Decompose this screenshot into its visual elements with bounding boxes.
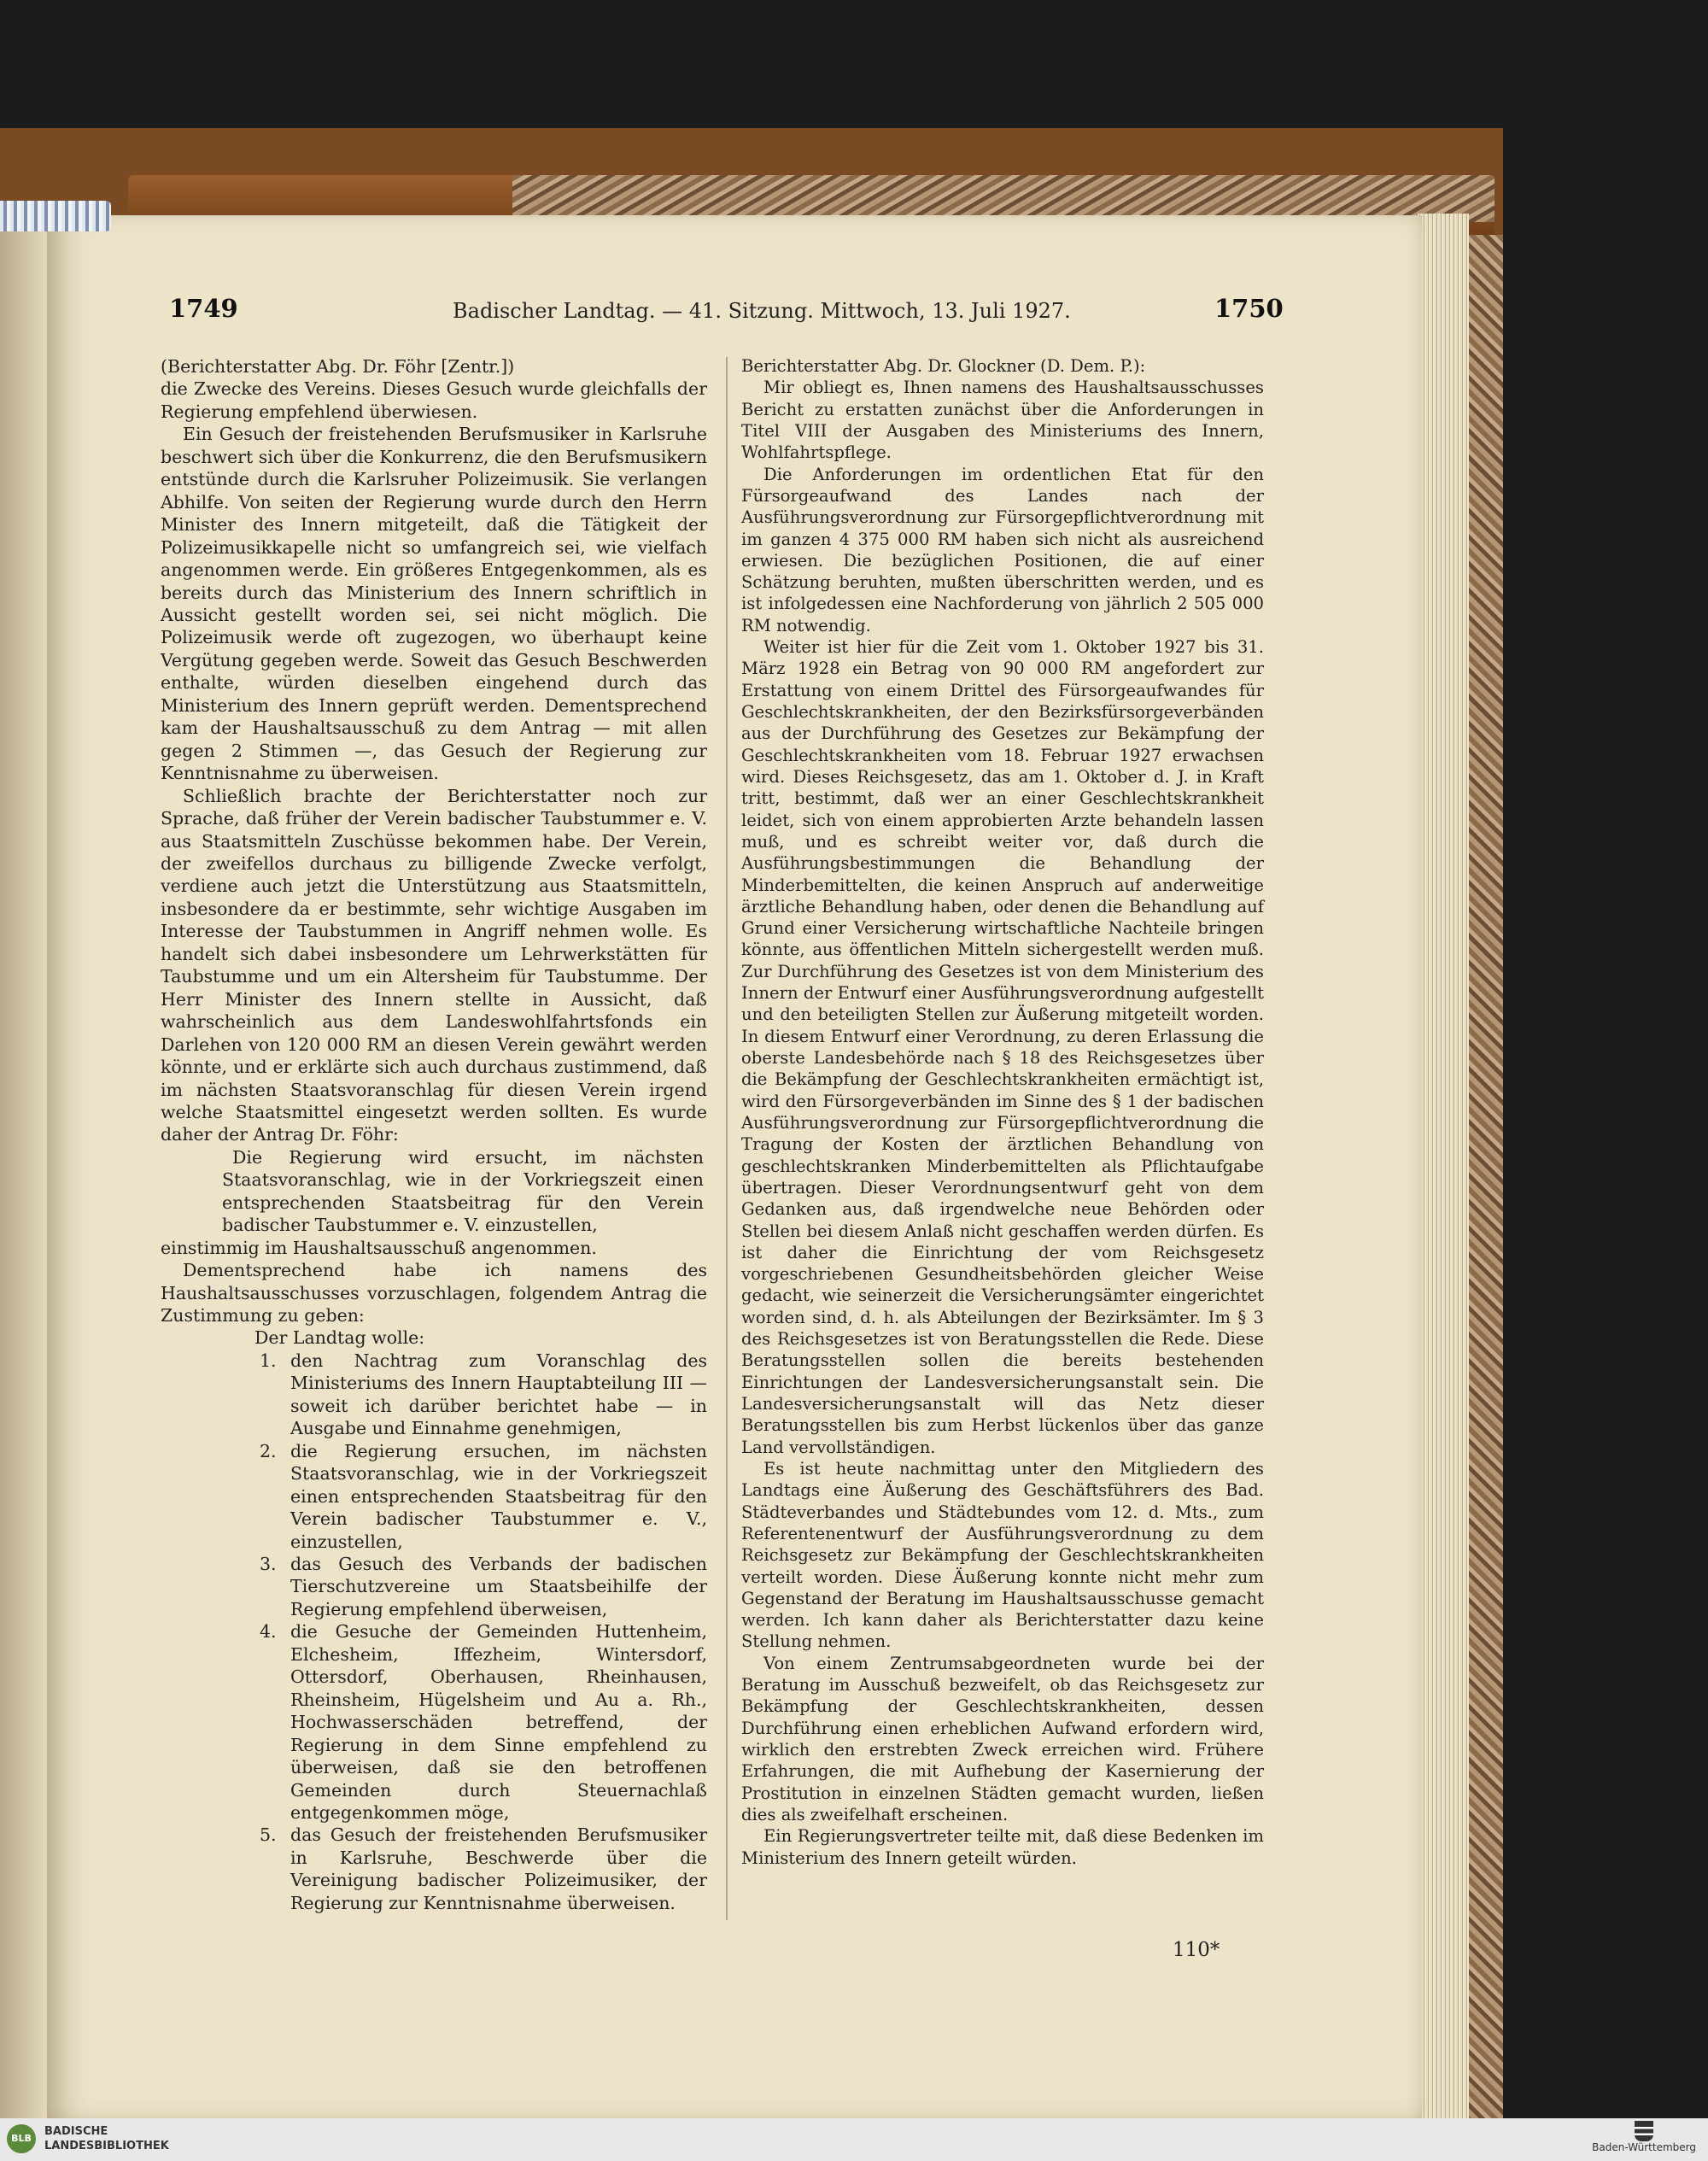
paragraph [260,1824,707,1914]
paragraph-text: das Gesuch der freistehenden Berufsmusiker in Karlsruhe, Beschwerde über die Vereinigung badischer Polizeimusiker, der Regierung zur Kenntnisnahme überweisen. [290,1824,707,1913]
paragraph [260,1553,707,1620]
paragraph-text: Schließlich brachte der Berichterstatter noch zur Sprache, daß früher der Verein badischer Taubstummer e. V. aus Staatsmitteln Zuschüsse bekommen habe. Der Verein, der zweifellos durchaus zu billigende Zwecke verfolgt, verdiene auch jetzt die Unterstützung aus Staatsmitteln, insbesondere da er bestimmte, sehr wichtige Ausgaben im Interesse der Taubstummen in Angriff nehmen wolle. Es handelt sich dabei insbesondere um Lehrwerkstätten für Taubstumme und um ein Altersheim für Taubstumme. Der Herr Minister des Innern stellte in Aussicht, daß wahrscheinlich aus dem Landeswohlfahrtsfonds ein Darlehen von 120 000 RM an diesen Verein gewährt werden könnte, und er erklärte sich auch durchaus zustimmend, daß im nächsten Staatsvoranschlag für diesen Verein irgend welche Staatsmittel eingesetzt werden sollten. Es wurde daher der Antrag Dr. Föhr: [161,785,707,1145]
state-crest-icon [1635,2121,1653,2141]
paragraph-text: Weiter ist hier für die Zeit vom 1. Oktober 1927 bis 31. März 1928 ein Betrag von 90 000 RM angefordert zur Erstattung von einem Drittel des Fürsorgeaufwandes für Geschlechtskrankheiten, der den Bezirksfürsorgeverbänden aus der Durchführung des Gesetzes zur Bekämpfung der Geschlechtskrankheiten vom 18. Februar 1927 erwachsen wird. Dieses Reichsgesetz, das am 1. Oktober d. J. in Kraft tritt, bestimmt, daß wer an einer Geschlechtskrankheit leidet, sich von einem approbierten Arzte behandeln lassen muß, und es schreibt weiter vor, daß durch die Ausführungsbestimmungen die Behandlung der Minderbemittelten, die keinen Anspruch auf anderweitige ärztliche Behandlung haben, oder denen die Behandlung auf Grund einer Versicherung wirtschaftliche Nachteile bringen könnte, aus öffentlichen Mitteln sichergestellt werden muß. Zur Durchführung des Gesetzes ist von dem Ministerium des Innern der Entwurf einer Ausführungsverordnung aufgestellt und den beteiligten Stellen zur Äußerung mitgeteilt worden. In diesem Entwurf einer Verordnung, zu deren Erlassung die oberste Landesbehörde nach § 18 des Reichsgesetzes über die Bekämpfung der Geschlechtskrankheiten ermächtigt ist, wird den Fürsorgeverbänden im Sinne des § 1 der badischen Ausführungsverordnung zur Fürsorgepflichtverordnung die Tragung der Kosten der ärztlichen Behandlung von geschlechtskranken Minderbemittelten als Pflichtaufgabe übertragen. Dieser Verordnungsentwurf geht von dem Gedanken aus, daß irgendwelche neue Behörden oder Stellen bei diesem Anlaß nicht geschaffen werden dürfen. Es ist daher die Einrichtung der vom Reichsgesetz vorgeschriebenen Gesundheitsbehörden gleicher Weise gedacht, wie seinerzeit die Versicherungsämter eingerichtet worden sind, d. h. als Abteilungen der Bezirksämter. Im § 3 des Reichsgesetzes ist von Beratungsstellen die Rede. Diese Beratungsstellen sollen die bereits bestehenden Einrichtungen der Landesversicherungsanstalt sein. Die Landesversicherungsanstalt will das Netz dieser Beratungsstellen bis zum Herbst lückenlos über das ganze Land vervollständigen. [741,637,1264,1457]
paragraph [161,1259,707,1326]
paragraph-text: Von einem Zentrumsabgeordneten wurde bei der Beratung im Ausschuß bezweifelt, ob das Reichsgesetz zur Bekämpfung der Geschlechtskrankheiten, dessen Durchführung einen erheblichen Aufwand erfordern wird, wirklich den erstrebten Zweck erreichen wird. Frühere Erfahrungen, die mit Aufhebung der Kasernierung der Prostitution in einzelnen Städten gemacht wurden, ließen dies als zweifelhaft erscheinen. [741,1653,1264,1824]
state-name: Baden-Württemberg [1592,2141,1696,2153]
running-head: Badischer Landtag. — 41. Sitzung. Mittwoch, 13. Juli 1927. [453,299,1071,323]
library-name-line1: BADISCHE [44,2125,108,2138]
paragraph-text: Die Anforderungen im ordentlichen Etat für den Fürsorgeaufwand des Landes nach der Ausführungsverordnung zur Fürsorgepflichtverordnung mit im ganzen 4 375 000 RM haben sich nicht als ausreichend erwiesen. Die bezüglichen Positionen, die auf einer Schätzung beruhten, mußten überschritten werden, und es ist infolgedessen eine Nachforderung von jährlich 2 505 000 RM notwendig. [741,464,1264,635]
blb-logo: BLB [7,2124,36,2153]
state-logo [1592,2121,1696,2153]
paragraph-text: Dementsprechend habe ich namens des Haushaltsausschusses vorzuschlagen, folgendem Antrag die Zustimmung zu geben: [161,1260,707,1326]
paragraph-text: Mir obliegt es, Ihnen namens des Haushaltsausschusses Bericht zu erstatten zunächst über die Anforderungen in Titel VIII der Ausgaben des Ministeriums des Innern, Wohlfahrtspflege. [741,378,1264,463]
paragraph [741,1825,1264,1869]
bookmark-ribbon [0,201,111,231]
paragraph-text: Berichterstatter Abg. Dr. Glockner (D. Dem. P.): [741,356,1146,376]
paragraph-text: (Berichterstatter Abg. Dr. Föhr [Zentr.]) [161,356,515,377]
list-number: 5. [260,1824,277,1846]
paragraph [741,1653,1264,1826]
paragraph [260,1440,707,1553]
paragraph-text: die Regierung ersuchen, im nächsten Staatsvoranschlag, wie in der Vorkriegszeit einen entsprechenden Staatsbeitrag für den Verein badischer Taubstummer e. V., einzustellen, [290,1440,707,1552]
paragraph-text: den Nachtrag zum Voranschlag des Ministeriums des Innern Hauptabteilung III — soweit ich darüber berichtet habe — in Ausgabe und Einnahme genehmigen, [290,1350,707,1439]
paragraph [741,464,1264,637]
page-number-right: 1750 [1214,294,1284,323]
paragraph [161,785,707,1146]
list-number: 1. [260,1350,277,1371]
paragraph [161,1326,707,1349]
left-column [161,355,707,1914]
paragraph [161,423,707,784]
paragraph [741,636,1264,1458]
left-page-edge [0,218,51,2118]
paragraph [161,1146,707,1237]
paragraph-text: Ein Gesuch der freistehenden Berufsmusiker in Karlsruhe beschwert sich über die Konkurrenz, die den Berufsmusikern entstünde durch die Karlsruher Polizeimusik. Sie verlangen Abhilfe. Von seiten der Regierung wurde durch den Herrn Minister des Innern mitgeteilt, daß die Tätigkeit der Polizeimusikkapelle nicht so umfangreich sei, wie vielfach angenommen werde. Ein größeres Entgegenkommen, als es bereits durch das Ministerium des Innern schriftlich in Aussicht gestellt worden sei, sei nicht möglich. Die Polizeimusik werde oft zugezogen, wo überhaupt keine Vergütung gegeben werde. Soweit das Gesuch Beschwerden enthalte, würden dieselben eingehend durch das Ministerium des Innern geprüft werden. Dementsprechend kam der Haushaltsausschuß zu dem Antrag — mit allen gegen 2 Stimmen —, das Gesuch der Regierung zur Kenntnisnahme zu überweisen. [161,424,707,784]
list-number: 3. [260,1554,277,1575]
paragraph [260,1350,707,1440]
column-rule [726,357,728,1920]
paragraph-text: die Zwecke des Vereins. Dieses Gesuch wurde gleichfalls der Regierung empfehlend überwiesen. [161,378,707,422]
library-name-line2: LANDESBIBLIOTHEK [44,2140,169,2152]
paragraph [161,1237,707,1259]
signature-mark: 110* [1173,1939,1220,1961]
list-number: 4. [260,1621,277,1643]
page-number-left: 1749 [169,294,238,323]
paragraph [741,355,1264,377]
paragraph [741,377,1264,463]
paragraph-text: die Gesuche der Gemeinden Huttenheim, Elchesheim, Iffezheim, Wintersdorf, Ottersdorf, Oberhausen, Rheinhausen, Rheinsheim, Hügelsheim und Au a. Rh., Hochwasserschäden betreffend, der Regierung in dem Sinne empfehlend zu überweisen, daß sie den betroffenen Gemeinden durch Steuernachlaß entgegenkommen möge, [290,1621,707,1823]
paragraph-text: Die Regierung wird ersucht, im nächsten Staatsvoranschlag, wie in der Vorkriegszeit einen entsprechenden Staatsbeitrag für den Verein badischer Taubstummer e. V. einzustellen, [222,1146,704,1236]
list-number: 2. [260,1440,277,1461]
page-edges [1418,214,1469,2118]
viewer-footer [0,2118,1708,2161]
paragraph-text: das Gesuch des Verbands der badischen Tierschutzvereine um Staatsbeihilfe der Regierung empfehlend überweisen, [290,1554,707,1619]
paragraph-text: einstimmig im Haushaltsausschuß angenommen. [161,1237,597,1258]
paragraph [260,1620,707,1824]
paragraph-text: Der Landtag wolle: [254,1327,425,1349]
right-column [741,355,1264,1869]
library-name [44,2124,169,2153]
marbled-board-edge [1465,235,1503,2118]
paragraph [161,355,707,378]
paragraph [741,1458,1264,1653]
paragraph [161,378,707,423]
paragraph-text: Ein Regierungsvertreter teilte mit, daß diese Bedenken im Ministerium des Innern geteilt würden. [741,1826,1264,1868]
paragraph-text: Es ist heute nachmittag unter den Mitgliedern des Landtags eine Äußerung des Geschäftsführers des Bad. Städteverbandes und Städtebundes vom 12. d. Mts., zum Referentenentwurf der Ausführungsverordnung zu dem Reichsgesetz zur Bekämpfung der Geschlechtskrankheiten verteilt worden. Diese Äußerung konnte nicht mehr zum Gegenstand der Beratung im Haushaltsausschusse gemacht werden. Ich kann daher als Berichterstatter dazu keine Stellung nehmen. [741,1458,1264,1652]
